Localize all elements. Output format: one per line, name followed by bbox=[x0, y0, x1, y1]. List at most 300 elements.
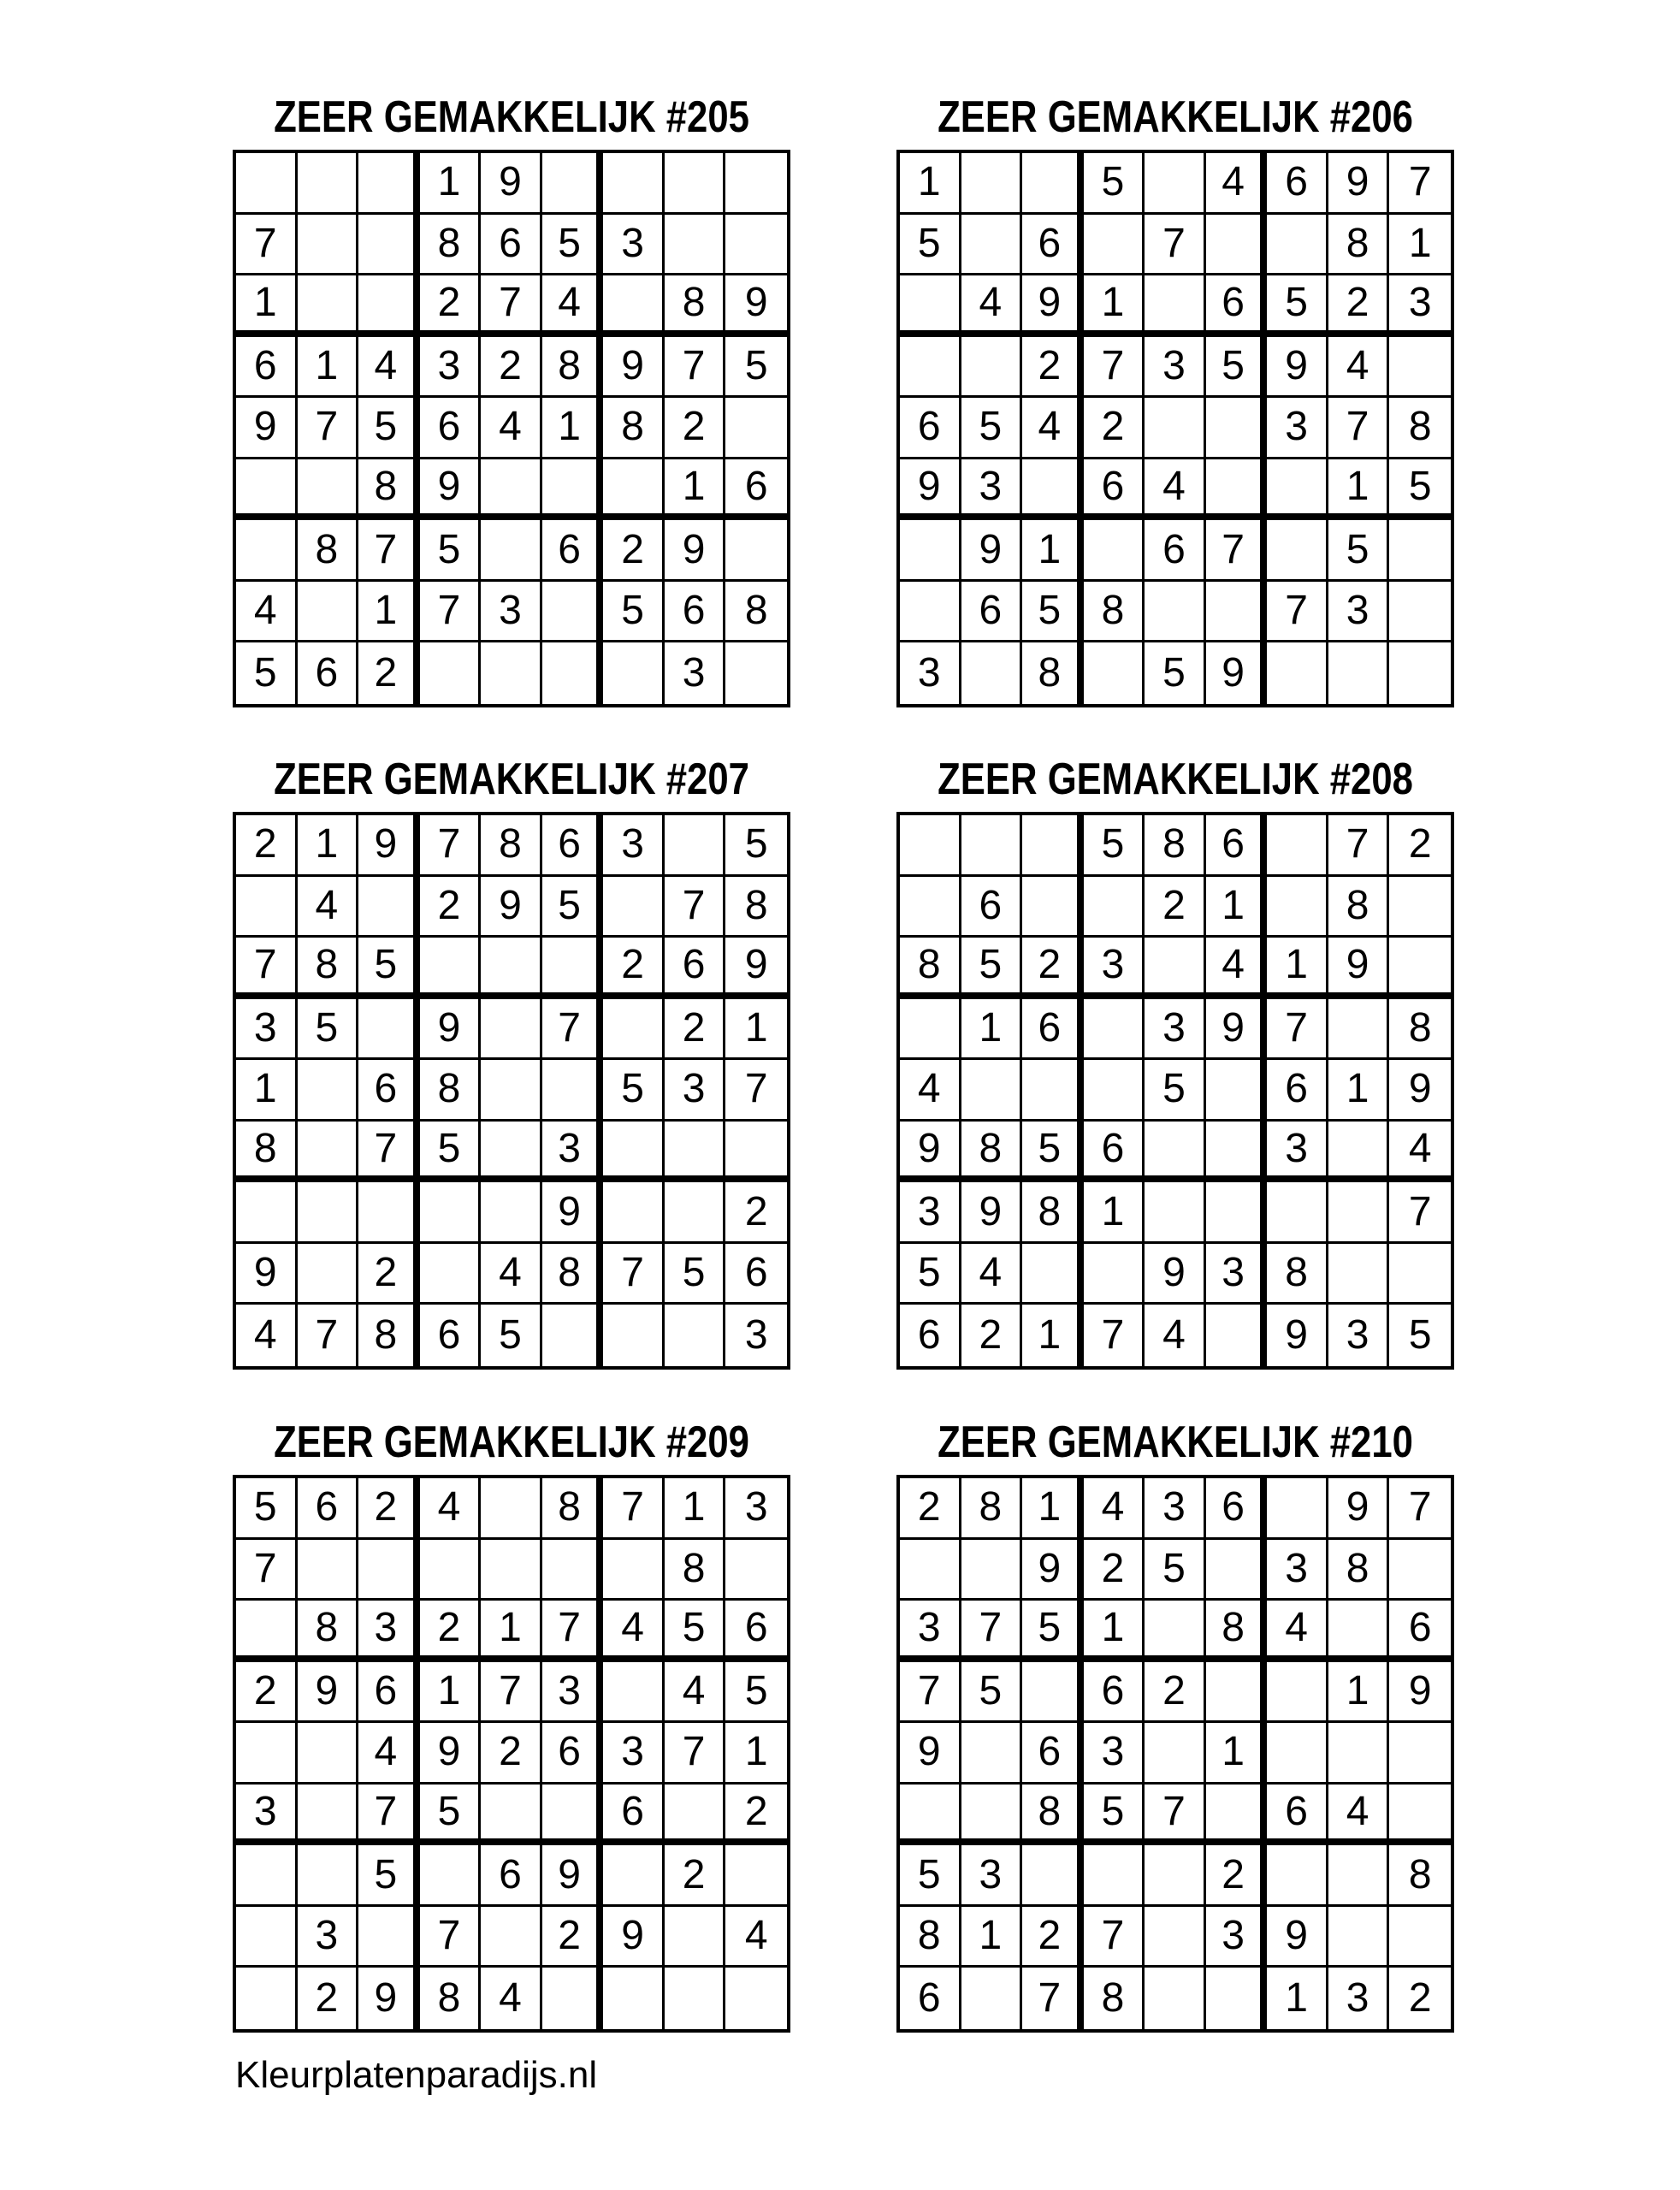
sudoku-cell bbox=[1267, 1182, 1328, 1244]
sudoku-cell: 5 bbox=[961, 398, 1023, 459]
sudoku-cell: 4 bbox=[1206, 153, 1268, 215]
sudoku-cell bbox=[298, 1540, 359, 1601]
sudoku-cell bbox=[542, 1305, 604, 1366]
sudoku-cell: 5 bbox=[1328, 520, 1390, 582]
sudoku-cell: 9 bbox=[1206, 642, 1268, 704]
sudoku-cell: 3 bbox=[1145, 1478, 1206, 1540]
sudoku-cell: 6 bbox=[665, 938, 726, 999]
sudoku-cell bbox=[665, 815, 726, 877]
sudoku-cell: 7 bbox=[542, 999, 604, 1061]
sudoku-cell: 4 bbox=[481, 1244, 542, 1305]
sudoku-cell: 7 bbox=[1145, 215, 1206, 276]
sudoku-cell: 8 bbox=[1022, 642, 1084, 704]
sudoku-cell: 8 bbox=[236, 1122, 298, 1183]
sudoku-cell: 9 bbox=[1267, 337, 1328, 399]
sudoku-cell: 2 bbox=[1206, 1845, 1268, 1907]
sudoku-cell bbox=[236, 1968, 298, 2029]
sudoku-cell bbox=[298, 1723, 359, 1785]
sudoku-cell: 4 bbox=[961, 1244, 1023, 1305]
sudoku-cell: 5 bbox=[298, 999, 359, 1061]
sudoku-cell: 6 bbox=[298, 1478, 359, 1540]
sudoku-cell bbox=[665, 1907, 726, 1968]
sudoku-cell: 4 bbox=[725, 1907, 787, 1968]
sudoku-cell: 2 bbox=[481, 1723, 542, 1785]
sudoku-cell: 9 bbox=[900, 1723, 961, 1785]
sudoku-cell bbox=[1267, 215, 1328, 276]
sudoku-cell bbox=[1328, 1601, 1390, 1662]
sudoku-cell bbox=[1022, 459, 1084, 521]
sudoku-cell: 3 bbox=[900, 642, 961, 704]
sudoku-cell bbox=[665, 1305, 726, 1366]
sudoku-cell: 6 bbox=[298, 642, 359, 704]
sudoku-cell: 4 bbox=[358, 337, 420, 399]
sudoku-cell: 5 bbox=[961, 938, 1023, 999]
sudoku-cell: 5 bbox=[900, 215, 961, 276]
sudoku-cell bbox=[1206, 582, 1268, 643]
sudoku-cell: 3 bbox=[603, 1723, 665, 1785]
sudoku-cell: 6 bbox=[542, 815, 604, 877]
sudoku-cell bbox=[725, 1968, 787, 2029]
sudoku-cell: 5 bbox=[1084, 815, 1145, 877]
sudoku-cell: 4 bbox=[236, 1305, 298, 1366]
puzzle-title: ZEER GEMAKKELIJK #209 bbox=[274, 1418, 749, 1467]
sudoku-cell: 3 bbox=[665, 642, 726, 704]
sudoku-cell: 7 bbox=[298, 398, 359, 459]
sudoku-cell bbox=[961, 815, 1023, 877]
sudoku-cell: 3 bbox=[1267, 398, 1328, 459]
sudoku-cell bbox=[1022, 1845, 1084, 1907]
sudoku-cell bbox=[481, 1785, 542, 1846]
sudoku-cell: 1 bbox=[481, 1601, 542, 1662]
sudoku-cell: 1 bbox=[1206, 877, 1268, 938]
sudoku-cell: 7 bbox=[1022, 1968, 1084, 2029]
sudoku-cell: 1 bbox=[665, 459, 726, 521]
sudoku-cell bbox=[1389, 582, 1451, 643]
sudoku-cell: 7 bbox=[1389, 153, 1451, 215]
sudoku-cell: 6 bbox=[1145, 520, 1206, 582]
sudoku-cell: 6 bbox=[1206, 815, 1268, 877]
sudoku-cell: 1 bbox=[542, 398, 604, 459]
sudoku-cell: 3 bbox=[358, 1601, 420, 1662]
sudoku-cell bbox=[1084, 1060, 1145, 1122]
sudoku-cell bbox=[961, 1060, 1023, 1122]
sudoku-cell: 6 bbox=[725, 1601, 787, 1662]
sudoku-cell: 3 bbox=[665, 1060, 726, 1122]
sudoku-cell: 4 bbox=[665, 1662, 726, 1724]
sudoku-cell: 7 bbox=[603, 1478, 665, 1540]
sudoku-cell: 9 bbox=[420, 999, 482, 1061]
sudoku-cell: 9 bbox=[298, 1662, 359, 1724]
sudoku-cell: 4 bbox=[420, 1478, 482, 1540]
sudoku-cell bbox=[900, 999, 961, 1061]
sudoku-cell bbox=[961, 337, 1023, 399]
sudoku-cell bbox=[542, 1060, 604, 1122]
sudoku-cell: 7 bbox=[1328, 815, 1390, 877]
sudoku-cell: 3 bbox=[420, 337, 482, 399]
sudoku-cell bbox=[298, 1785, 359, 1846]
sudoku-cell: 6 bbox=[665, 582, 726, 643]
sudoku-cell: 6 bbox=[603, 1785, 665, 1846]
sudoku-cell: 2 bbox=[298, 1968, 359, 2029]
sudoku-cell: 7 bbox=[481, 275, 542, 337]
sudoku-cell: 6 bbox=[481, 1845, 542, 1907]
sudoku-cell: 2 bbox=[1145, 877, 1206, 938]
sudoku-cell: 8 bbox=[1328, 1540, 1390, 1601]
sudoku-cell: 8 bbox=[961, 1122, 1023, 1183]
sudoku-cell: 9 bbox=[961, 520, 1023, 582]
sudoku-cell: 8 bbox=[1022, 1182, 1084, 1244]
sudoku-cell bbox=[236, 153, 298, 215]
sudoku-cell bbox=[1328, 1907, 1390, 1968]
sudoku-cell: 3 bbox=[1145, 999, 1206, 1061]
sudoku-cell bbox=[725, 642, 787, 704]
sudoku-cell: 9 bbox=[1145, 1244, 1206, 1305]
sudoku-cell: 7 bbox=[1084, 1305, 1145, 1366]
sudoku-cell: 8 bbox=[1084, 582, 1145, 643]
sudoku-cell bbox=[1389, 1723, 1451, 1785]
sudoku-cell bbox=[1267, 1723, 1328, 1785]
sudoku-cell: 9 bbox=[603, 1907, 665, 1968]
sudoku-cell bbox=[603, 642, 665, 704]
sudoku-cell: 2 bbox=[358, 1478, 420, 1540]
sudoku-cell: 5 bbox=[481, 1305, 542, 1366]
sudoku-cell bbox=[298, 459, 359, 521]
sudoku-cell bbox=[603, 999, 665, 1061]
sudoku-cell: 5 bbox=[358, 1845, 420, 1907]
sudoku-cell bbox=[358, 999, 420, 1061]
sudoku-cell: 7 bbox=[961, 1601, 1023, 1662]
sudoku-cell: 2 bbox=[1022, 1907, 1084, 1968]
sudoku-cell: 9 bbox=[236, 1244, 298, 1305]
sudoku-cell bbox=[1389, 938, 1451, 999]
sudoku-cell: 4 bbox=[236, 582, 298, 643]
sudoku-cell bbox=[1328, 1723, 1390, 1785]
sudoku-cell: 2 bbox=[1084, 1540, 1145, 1601]
sudoku-cell: 9 bbox=[665, 520, 726, 582]
sudoku-cell: 9 bbox=[1267, 1907, 1328, 1968]
sudoku-cell bbox=[481, 1182, 542, 1244]
sudoku-cell: 6 bbox=[542, 520, 604, 582]
sudoku-cell bbox=[1267, 459, 1328, 521]
sudoku-cell bbox=[961, 153, 1023, 215]
sudoku-cell: 6 bbox=[1267, 1785, 1328, 1846]
sudoku-cell bbox=[298, 275, 359, 337]
sudoku-cell: 5 bbox=[1408, 1312, 1432, 1358]
sudoku-cell: 2 bbox=[1145, 1662, 1206, 1724]
sudoku-cell: 7 bbox=[1267, 999, 1328, 1061]
sudoku-cell: 6 bbox=[1267, 153, 1328, 215]
sudoku-cell bbox=[1145, 582, 1206, 643]
sudoku-cell bbox=[542, 582, 604, 643]
sudoku-cell: 7 bbox=[236, 938, 298, 999]
sudoku-cell: 1 bbox=[236, 275, 298, 337]
sudoku-cell: 7 bbox=[1084, 1907, 1145, 1968]
sudoku-cell bbox=[1084, 999, 1145, 1061]
sudoku-cell: 8 bbox=[1389, 398, 1451, 459]
sudoku-cell bbox=[236, 1845, 298, 1907]
sudoku-cell: 6 bbox=[725, 1244, 787, 1305]
sudoku-cell bbox=[542, 459, 604, 521]
sudoku-cell: 6 bbox=[725, 459, 787, 521]
sudoku-cell: 5 bbox=[603, 582, 665, 643]
sudoku-cell bbox=[1084, 877, 1145, 938]
sudoku-cell: 1 bbox=[298, 337, 359, 399]
sudoku-cell: 6 bbox=[961, 877, 1023, 938]
sudoku-cell: 7 bbox=[900, 1662, 961, 1724]
sudoku-cell bbox=[1145, 1723, 1206, 1785]
sudoku-cell: 8 bbox=[542, 1478, 604, 1540]
sudoku-cell: 5 bbox=[1022, 1122, 1084, 1183]
sudoku-cell bbox=[298, 582, 359, 643]
sudoku-cell bbox=[1022, 1662, 1084, 1724]
sudoku-cell: 7 bbox=[420, 815, 482, 877]
sudoku-cell: 7 bbox=[481, 1662, 542, 1724]
sudoku-cell: 2 bbox=[725, 1182, 787, 1244]
sudoku-grid bbox=[233, 150, 790, 707]
sudoku-cell: 7 bbox=[420, 1907, 482, 1968]
sudoku-cell: 6 bbox=[1084, 1122, 1145, 1183]
sudoku-cell bbox=[1389, 337, 1451, 399]
sudoku-cell: 5 bbox=[1022, 1601, 1084, 1662]
sudoku-cell bbox=[1206, 1968, 1268, 2029]
sudoku-cell: 2 bbox=[1389, 815, 1451, 877]
sudoku-cell: 7 bbox=[236, 215, 298, 276]
sudoku-cell: 7 bbox=[358, 520, 420, 582]
sudoku-cell: 5 bbox=[358, 398, 420, 459]
sudoku-cell: 8 bbox=[420, 1968, 482, 2029]
sudoku-cell: 5 bbox=[603, 1060, 665, 1122]
sudoku-cell: 7 bbox=[1328, 398, 1390, 459]
sudoku-cell: 5 bbox=[1206, 337, 1268, 399]
sudoku-cell: 3 bbox=[542, 1662, 604, 1724]
sudoku-cell: 1 bbox=[1084, 275, 1145, 337]
sudoku-cell: 7 bbox=[358, 1122, 420, 1183]
sudoku-cell bbox=[603, 1540, 665, 1601]
sudoku-cell bbox=[1206, 1305, 1268, 1366]
sudoku-cell bbox=[1145, 1182, 1206, 1244]
sudoku-cell: 1 bbox=[1267, 938, 1328, 999]
sudoku-cell: 5 bbox=[358, 938, 420, 999]
sudoku-cell bbox=[603, 1968, 665, 2029]
sudoku-cell bbox=[665, 1122, 726, 1183]
sudoku-cell bbox=[725, 153, 787, 215]
sudoku-cell: 1 bbox=[725, 1723, 787, 1785]
sudoku-cell bbox=[420, 1182, 482, 1244]
sudoku-cell: 3 bbox=[298, 1907, 359, 1968]
sudoku-cell: 8 bbox=[298, 938, 359, 999]
sudoku-cell: 5 bbox=[1084, 153, 1145, 215]
sudoku-cell: 9 bbox=[481, 153, 542, 215]
sudoku-cell: 1 bbox=[1328, 1662, 1390, 1724]
sudoku-cell bbox=[481, 642, 542, 704]
sudoku-cell: 8 bbox=[665, 1540, 726, 1601]
sudoku-cell: 8 bbox=[1145, 815, 1206, 877]
sudoku-cell: 9 bbox=[1206, 999, 1268, 1061]
sudoku-cell bbox=[603, 1305, 665, 1366]
sudoku-cell: 8 bbox=[961, 1478, 1023, 1540]
sudoku-cell: 5 bbox=[725, 337, 787, 399]
sudoku-cell: 8 bbox=[420, 215, 482, 276]
sudoku-cell bbox=[1389, 642, 1451, 704]
sudoku-cell bbox=[1206, 398, 1268, 459]
sudoku-cell bbox=[1389, 1540, 1451, 1601]
sudoku-cell: 5 bbox=[900, 1845, 961, 1907]
sudoku-cell: 3 bbox=[900, 1601, 961, 1662]
sudoku-cell bbox=[1145, 1122, 1206, 1183]
sudoku-cell: 1 bbox=[900, 153, 961, 215]
sudoku-cell: 8 bbox=[1022, 1785, 1084, 1846]
sudoku-cell: 4 bbox=[1145, 1305, 1206, 1366]
sudoku-cell: 3 bbox=[481, 582, 542, 643]
sudoku-cell: 6 bbox=[1084, 459, 1145, 521]
sudoku-cell bbox=[1084, 520, 1145, 582]
sudoku-cell bbox=[542, 642, 604, 704]
sudoku-cell bbox=[1389, 520, 1451, 582]
sudoku-cell: 8 bbox=[1267, 1244, 1328, 1305]
sudoku-cell: 3 bbox=[1206, 1244, 1268, 1305]
sudoku-cell: 3 bbox=[744, 1312, 768, 1358]
sudoku-cell: 4 bbox=[1328, 1785, 1390, 1846]
sudoku-cell: 1 bbox=[1022, 520, 1084, 582]
sudoku-cell bbox=[236, 520, 298, 582]
sudoku-cell: 6 bbox=[1267, 1060, 1328, 1122]
sudoku-cell: 5 bbox=[236, 1478, 298, 1540]
sudoku-cell: 8 bbox=[358, 1305, 420, 1366]
sudoku-cell: 5 bbox=[665, 1244, 726, 1305]
sudoku-cell: 8 bbox=[665, 275, 726, 337]
sudoku-cell bbox=[1389, 1244, 1451, 1305]
sudoku-cell: 5 bbox=[420, 1785, 482, 1846]
sudoku-cell: 4 bbox=[1389, 1122, 1451, 1183]
sudoku-cell bbox=[900, 337, 961, 399]
sudoku-cell bbox=[1145, 1907, 1206, 1968]
sudoku-cell: 5 bbox=[1022, 582, 1084, 643]
sudoku-cell: 1 bbox=[298, 815, 359, 877]
sudoku-cell bbox=[1206, 215, 1268, 276]
sudoku-cell: 1 bbox=[358, 582, 420, 643]
puzzle-title: ZEER GEMAKKELIJK #207 bbox=[274, 755, 749, 804]
sudoku-cell bbox=[420, 1845, 482, 1907]
sudoku-cell bbox=[603, 1845, 665, 1907]
sudoku-cell bbox=[420, 1540, 482, 1601]
sudoku-cell bbox=[725, 1845, 787, 1907]
sudoku-grid bbox=[896, 150, 1454, 707]
sudoku-cell: 8 bbox=[542, 337, 604, 399]
sudoku-cell: 5 bbox=[542, 877, 604, 938]
sudoku-cell bbox=[542, 1968, 604, 2029]
sudoku-cell bbox=[1022, 815, 1084, 877]
sudoku-cell: 5 bbox=[1267, 275, 1328, 337]
sudoku-cell bbox=[481, 1060, 542, 1122]
sudoku-cell bbox=[481, 999, 542, 1061]
sudoku-cell bbox=[542, 1540, 604, 1601]
sudoku-cell: 9 bbox=[1267, 1305, 1328, 1366]
sudoku-cell: 6 bbox=[358, 1060, 420, 1122]
sudoku-cell bbox=[1145, 398, 1206, 459]
sudoku-cell bbox=[236, 459, 298, 521]
sudoku-cell: 2 bbox=[1022, 938, 1084, 999]
sudoku-cell bbox=[1267, 520, 1328, 582]
sudoku-cell bbox=[961, 215, 1023, 276]
sudoku-cell bbox=[298, 1060, 359, 1122]
sudoku-cell bbox=[603, 459, 665, 521]
sudoku-cell: 5 bbox=[961, 1662, 1023, 1724]
sudoku-cell: 3 bbox=[603, 215, 665, 276]
sudoku-cell: 6 bbox=[1206, 275, 1268, 337]
sudoku-cell: 7 bbox=[1389, 1478, 1451, 1540]
sudoku-cell bbox=[900, 1785, 961, 1846]
sudoku-cell: 2 bbox=[542, 1907, 604, 1968]
sudoku-cell: 2 bbox=[725, 1785, 787, 1846]
sudoku-cell: 5 bbox=[420, 520, 482, 582]
sudoku-cell bbox=[900, 815, 961, 877]
sudoku-cell: 8 bbox=[1206, 1601, 1268, 1662]
sudoku-cell bbox=[1022, 1060, 1084, 1122]
sudoku-cell bbox=[358, 877, 420, 938]
sudoku-cell bbox=[420, 1244, 482, 1305]
sudoku-cell: 6 bbox=[1022, 215, 1084, 276]
sudoku-cell: 9 bbox=[900, 1122, 961, 1183]
sudoku-cell: 6 bbox=[1022, 999, 1084, 1061]
sudoku-cell bbox=[961, 642, 1023, 704]
sudoku-cell: 5 bbox=[725, 1662, 787, 1724]
sudoku-cell: 5 bbox=[900, 1244, 961, 1305]
sudoku-cell: 7 bbox=[665, 877, 726, 938]
sudoku-cell: 2 bbox=[1084, 398, 1145, 459]
sudoku-cell: 1 bbox=[725, 999, 787, 1061]
sudoku-cell bbox=[481, 938, 542, 999]
sudoku-cell: 1 bbox=[1084, 1601, 1145, 1662]
sudoku-cell bbox=[1022, 153, 1084, 215]
sudoku-cell: 7 bbox=[542, 1601, 604, 1662]
sudoku-cell: 5 bbox=[542, 215, 604, 276]
sudoku-cell: 1 bbox=[1022, 1305, 1084, 1366]
sudoku-cell: 2 bbox=[1328, 275, 1390, 337]
sudoku-cell bbox=[542, 938, 604, 999]
sudoku-cell: 3 bbox=[236, 1785, 298, 1846]
sudoku-cell bbox=[358, 1907, 420, 1968]
sudoku-cell: 4 bbox=[481, 398, 542, 459]
sudoku-cell: 6 bbox=[961, 582, 1023, 643]
sudoku-cell: 9 bbox=[358, 815, 420, 877]
sudoku-cell: 3 bbox=[900, 1182, 961, 1244]
sudoku-cell: 3 bbox=[236, 999, 298, 1061]
sudoku-cell: 8 bbox=[298, 1601, 359, 1662]
sudoku-cell: 4 bbox=[1267, 1601, 1328, 1662]
sudoku-cell: 9 bbox=[1022, 275, 1084, 337]
sudoku-cell: 8 bbox=[358, 459, 420, 521]
sudoku-cell bbox=[1206, 1122, 1268, 1183]
sudoku-cell: 8 bbox=[1389, 1845, 1451, 1907]
sudoku-cell bbox=[665, 1785, 726, 1846]
sudoku-cell: 7 bbox=[1145, 1785, 1206, 1846]
sudoku-cell bbox=[725, 1540, 787, 1601]
sudoku-grid bbox=[233, 812, 790, 1370]
sudoku-cell: 2 bbox=[358, 1244, 420, 1305]
sudoku-cell bbox=[1328, 1182, 1390, 1244]
sudoku-cell bbox=[1206, 1785, 1268, 1846]
sudoku-cell: 9 bbox=[420, 1723, 482, 1785]
sudoku-cell: 5 bbox=[1389, 459, 1451, 521]
sudoku-cell: 9 bbox=[1389, 1662, 1451, 1724]
sudoku-cell bbox=[1328, 1845, 1390, 1907]
sudoku-cell bbox=[603, 275, 665, 337]
sudoku-cell: 2 bbox=[358, 642, 420, 704]
sudoku-cell bbox=[236, 1907, 298, 1968]
sudoku-cell bbox=[1267, 1478, 1328, 1540]
sudoku-grid bbox=[896, 812, 1454, 1370]
sudoku-cell bbox=[603, 1122, 665, 1183]
